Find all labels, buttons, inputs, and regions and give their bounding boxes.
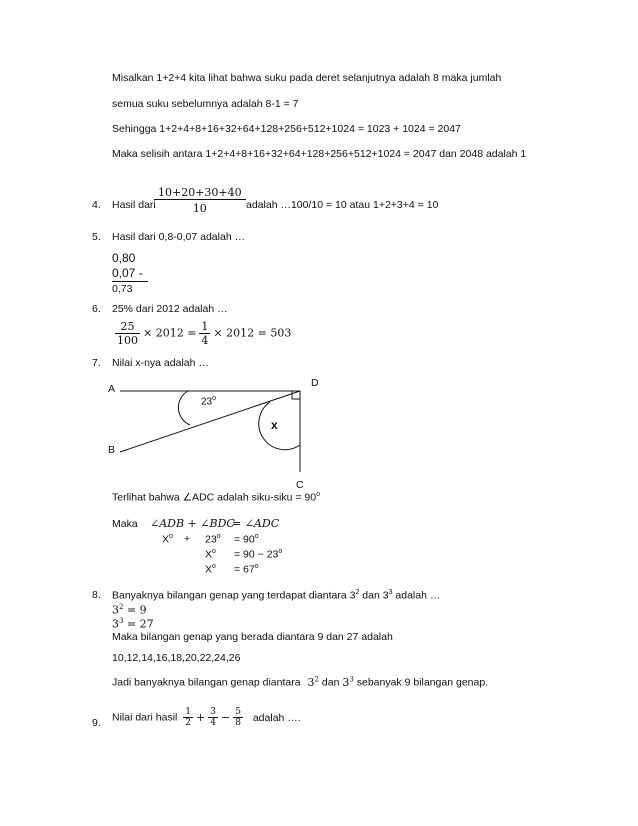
q8-line2-rest: = 27 bbox=[123, 617, 154, 631]
q4-prefix: Hasil dari bbox=[112, 199, 156, 211]
q6-mid: × 2012 = bbox=[143, 326, 197, 340]
q7-eq1-left: ∠ADB + ∠BDC bbox=[150, 517, 235, 530]
q5-result: 0,73 bbox=[112, 283, 133, 295]
intro-line-2: semua suku sebelumnya adalah 8-1 = 7 bbox=[112, 98, 299, 110]
q6-num1: 25 bbox=[120, 320, 135, 333]
angle-arc-x bbox=[259, 402, 300, 450]
q7-eq2-rhs-text: = 90 bbox=[234, 533, 255, 546]
q8-line-4: 10,12,14,16,18,20,22,24,26 bbox=[112, 652, 241, 664]
q7-note-text: Terlihat bahwa ∠ADC adalah siku-siku = 90 bbox=[112, 491, 317, 504]
q9-prefix: Nilai dari hasil bbox=[112, 711, 178, 724]
q8-line5-e: sebanyak 9 bilangan genap. bbox=[356, 676, 489, 689]
q7-eq3-rhs: = $90 - 23^o$ bbox=[234, 548, 283, 561]
q8-line5-d-text: 3 bbox=[342, 675, 350, 689]
q8-line5-b-text: 3 bbox=[307, 675, 315, 689]
q7-eq3-x: $X^o$ bbox=[205, 548, 216, 561]
q8-line2-base: 3 bbox=[112, 617, 119, 631]
q6-den2: 4 bbox=[201, 334, 209, 347]
q9-frac-1 bbox=[183, 707, 193, 728]
q4-denominator: 10 bbox=[154, 199, 246, 215]
q9-d1: 2 bbox=[185, 718, 192, 728]
q7-maka: Maka bbox=[112, 518, 138, 530]
q8-line-2: $3^3 = 27$ bbox=[112, 617, 154, 631]
q8-line5-d: $3^3$ bbox=[342, 675, 354, 689]
q8-line5-a: Jadi banyaknya bilangan genap diantara bbox=[112, 676, 301, 689]
q7-question: Nilai x-nya adalah … bbox=[112, 357, 209, 369]
q7-eq4-rhs-text: = 67 bbox=[234, 563, 255, 576]
q8-line-3: Maka bilangan genap yang berada diantara 9 dan 27 adalah bbox=[112, 631, 393, 643]
q6-question: 25% dari 2012 adalah … bbox=[112, 303, 228, 315]
q7-eq2-23: 23$^o$ bbox=[205, 533, 221, 546]
q8-line5-b: $3^2$ bbox=[307, 675, 319, 689]
intro-line-1: Misalkan 1+2+4 kita lihat bahwa suku pada deret selanjutnya adalah 8 maka jumlah bbox=[112, 72, 502, 84]
q8-line-1: $3^2 = 9$ bbox=[112, 603, 147, 617]
q6-number: 6. bbox=[92, 303, 101, 315]
q9-n3: 5 bbox=[235, 707, 241, 717]
q8-number: 8. bbox=[92, 589, 101, 601]
q7-eq1-right: = ∠ADC bbox=[232, 517, 280, 530]
q5-number: 5. bbox=[92, 231, 101, 243]
q7-eq4-x: $X^o$ bbox=[205, 563, 216, 576]
q9-n1: 1 bbox=[185, 707, 192, 717]
q9-frac-2 bbox=[208, 707, 218, 728]
q7-eq4-x-text: X bbox=[205, 563, 213, 576]
q7-diagram bbox=[100, 370, 340, 490]
angle-23-label: 23$^o$ bbox=[201, 395, 217, 408]
q7-eq3-rhs-text: = 90 − 23 bbox=[234, 548, 279, 561]
angle-23-value: 23 bbox=[201, 396, 213, 408]
q8-question-end: adalah … bbox=[392, 589, 441, 602]
q4-numerator: 10+20+30+40 bbox=[158, 186, 242, 199]
q8-question-text: Banyaknya bilangan genap yang terdapat diantara 3 bbox=[112, 589, 356, 602]
q5-operand-a: 0,80 bbox=[112, 251, 136, 265]
angle-x-label: x bbox=[271, 418, 278, 432]
q6-equation bbox=[112, 320, 291, 347]
q4-suffix: adalah …100/10 = 10 atau 1+2+3+4 = 10 bbox=[246, 199, 439, 211]
q7-eq2-plus: + bbox=[184, 533, 191, 545]
q7-number: 7. bbox=[92, 357, 101, 369]
angle-arc-23 bbox=[178, 391, 190, 425]
q7-eq2-x-text: X bbox=[162, 533, 170, 546]
q8-question: Banyaknya bilangan genap yang terdapat diantara $3^2$ dan $3^3$ adalah … bbox=[112, 589, 441, 602]
intro-line-4: Maka selisih antara 1+2+4+8+16+32+64+128+256+512+1024 = 2047 dan 2048 adalah 1 bbox=[112, 148, 527, 160]
q5-sum-line bbox=[112, 281, 148, 282]
q8-question-mid: dan 3 bbox=[359, 589, 389, 602]
point-c-label: C bbox=[296, 479, 304, 491]
intro-line-3: Sehingga 1+2+4+8+16+32+64+128+256+512+1024 = 1023 + 1024 = 2047 bbox=[112, 123, 461, 135]
q4-number: 4. bbox=[92, 199, 101, 211]
q9-number: 9. bbox=[92, 717, 101, 729]
q6-den1: 100 bbox=[117, 334, 138, 347]
point-d-label: D bbox=[311, 377, 319, 389]
q6-end: × 2012 = 503 bbox=[213, 326, 292, 340]
q8-line1-base: 3 bbox=[112, 603, 119, 617]
q7-eq4-rhs: = $67^o$ bbox=[234, 563, 259, 576]
q9-d2: 4 bbox=[210, 718, 216, 728]
q7-eq2-23-text: 23 bbox=[205, 533, 217, 546]
q5-question: Hasil dari 0,8-0,07 adalah … bbox=[112, 231, 246, 243]
q7-note: Terlihat bahwa ∠ADC adalah siku-siku = $90^o$ bbox=[112, 491, 320, 504]
q9-plus: + bbox=[196, 711, 206, 724]
q7-eq2-x: $X^o$ bbox=[162, 533, 173, 546]
q9-n2: 3 bbox=[210, 707, 216, 717]
q8-line1-rest: = 9 bbox=[123, 603, 147, 617]
point-a-label: A bbox=[108, 383, 116, 395]
q7-eq3-x-text: X bbox=[205, 548, 213, 561]
point-b-label: B bbox=[108, 444, 116, 456]
q8-line-5 bbox=[112, 675, 488, 689]
q9-minus: − bbox=[220, 711, 231, 724]
q5-operand-b: 0,07 - bbox=[112, 266, 143, 280]
q4-fraction bbox=[154, 186, 246, 215]
q9-d3: 8 bbox=[235, 718, 241, 728]
q6-num2: 1 bbox=[201, 320, 209, 333]
q9-suffix: adalah …. bbox=[252, 711, 301, 724]
q7-eq2-rhs: = $90^o$ bbox=[234, 533, 259, 546]
q9-line bbox=[112, 707, 301, 728]
q9-frac-3 bbox=[233, 707, 243, 728]
q8-line5-c: dan bbox=[321, 676, 340, 689]
